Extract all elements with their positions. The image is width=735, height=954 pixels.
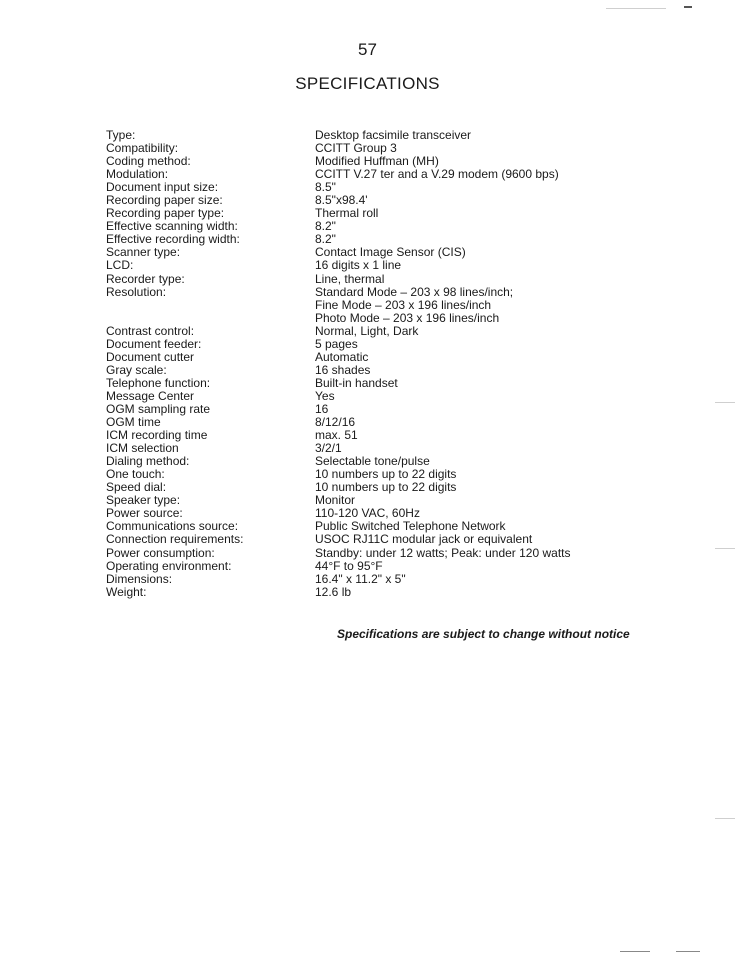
spec-row xyxy=(106,364,706,377)
spec-value: 16 shades xyxy=(315,362,371,377)
spec-value: Standard Mode – 203 x 98 lines/inch; xyxy=(315,284,514,299)
spec-row xyxy=(106,259,706,272)
spec-value: 8.2" xyxy=(315,219,336,234)
spec-label xyxy=(106,299,315,312)
spec-row xyxy=(106,273,706,286)
scan-mark xyxy=(684,6,692,8)
spec-label: Recorder type: xyxy=(106,271,185,286)
spec-value: 3/2/1 xyxy=(315,441,342,456)
spec-label: Communications source: xyxy=(106,519,239,534)
spec-value: USOC RJ11C modular jack or equivalent xyxy=(315,532,533,547)
spec-row xyxy=(106,429,706,442)
spec-label: Operating environment: xyxy=(106,558,232,573)
spec-value: 8.5" xyxy=(315,180,336,195)
spec-value: 5 pages xyxy=(315,336,358,351)
spec-label: Gray scale: xyxy=(106,362,167,377)
spec-label: Effective recording width: xyxy=(106,232,240,247)
spec-value: 16 xyxy=(315,401,329,416)
scan-mark xyxy=(620,951,650,952)
spec-value: CCITT Group 3 xyxy=(315,141,397,156)
spec-label: Dimensions: xyxy=(106,571,173,586)
spec-label: OGM sampling rate xyxy=(106,401,211,416)
spec-label: Speaker type: xyxy=(106,493,181,508)
spec-value: Thermal roll xyxy=(315,206,379,221)
scan-mark xyxy=(606,8,666,9)
spec-value: 8/12/16 xyxy=(315,415,356,430)
spec-row xyxy=(106,560,706,573)
spec-label: Recording paper type: xyxy=(106,206,225,221)
scan-mark xyxy=(715,402,735,403)
spec-value: 16 digits x 1 line xyxy=(315,258,402,273)
spec-row xyxy=(106,586,706,599)
spec-list xyxy=(106,129,706,599)
spec-value: Monitor xyxy=(315,493,356,508)
spec-value: 16.4" x 11.2" x 5" xyxy=(315,571,406,586)
spec-row xyxy=(106,325,706,338)
spec-label: Connection requirements: xyxy=(106,532,244,547)
spec-label: ICM recording time xyxy=(106,428,208,443)
spec-value: 10 numbers up to 22 digits xyxy=(315,467,457,482)
spec-value: Public Switched Telephone Network xyxy=(315,519,506,534)
spec-value: Standby: under 12 watts; Peak: under 120 watts xyxy=(315,545,571,560)
spec-label: Coding method: xyxy=(106,154,191,169)
spec-label: OGM time xyxy=(106,415,161,430)
disclaimer-notice: Specifications are subject to change without notice xyxy=(337,627,630,641)
spec-row xyxy=(106,377,706,390)
spec-label: Document feeder: xyxy=(106,336,202,351)
spec-value: Normal, Light, Dark xyxy=(315,323,419,338)
page-number: 57 xyxy=(358,40,377,59)
spec-value: CCITT V.27 ter and a V.29 modem (9600 bps) xyxy=(315,167,559,182)
spec-value: 8.2" xyxy=(315,232,336,247)
spec-row xyxy=(106,403,706,416)
spec-value: Selectable tone/pulse xyxy=(315,454,430,469)
spec-row xyxy=(106,481,706,494)
spec-label: Modulation: xyxy=(106,167,169,182)
scan-mark xyxy=(676,951,700,952)
spec-label: Document input size: xyxy=(106,180,219,195)
spec-label: Speed dial: xyxy=(106,480,167,495)
spec-label: Dialing method: xyxy=(106,454,190,469)
spec-value: 44°F to 95°F xyxy=(315,558,383,573)
page-title: SPECIFICATIONS xyxy=(295,74,440,93)
spec-label: ICM selection xyxy=(106,441,179,456)
spec-row xyxy=(106,338,706,351)
spec-label: Contrast control: xyxy=(106,323,195,338)
spec-label: Type: xyxy=(106,128,136,142)
scan-mark xyxy=(715,548,735,549)
spec-value: Automatic xyxy=(315,349,369,364)
spec-value: max. 51 xyxy=(315,428,358,443)
spec-label: Document cutter xyxy=(106,349,195,364)
spec-row xyxy=(106,246,706,259)
spec-label: One touch: xyxy=(106,467,165,482)
spec-label: Power consumption: xyxy=(106,545,215,560)
spec-label: Recording paper size: xyxy=(106,193,223,208)
spec-row xyxy=(106,573,706,586)
spec-label: LCD: xyxy=(106,258,134,273)
spec-row xyxy=(106,312,706,325)
scan-mark xyxy=(715,818,735,819)
spec-value: 110-120 VAC, 60Hz xyxy=(315,506,420,521)
spec-row xyxy=(106,299,706,312)
spec-label: Weight: xyxy=(106,584,147,599)
spec-value: Line, thermal xyxy=(315,271,385,286)
spec-row xyxy=(106,351,706,364)
spec-value: 12.6 lb xyxy=(315,584,352,599)
spec-value: Desktop facsimile transceiver xyxy=(315,128,472,142)
spec-label: Message Center xyxy=(106,388,195,403)
spec-row xyxy=(106,547,706,560)
spec-label: Compatibility: xyxy=(106,141,179,156)
spec-label: Scanner type: xyxy=(106,245,181,260)
spec-value: Contact Image Sensor (CIS) xyxy=(315,245,466,260)
spec-row xyxy=(106,129,706,142)
spec-value: Built-in handset xyxy=(315,375,398,390)
spec-row xyxy=(106,286,706,299)
spec-value: Modified Huffman (MH) xyxy=(315,154,439,169)
spec-label xyxy=(106,312,315,325)
spec-value: Photo Mode – 203 x 196 lines/inch xyxy=(315,310,500,325)
spec-value: 8.5"x98.4' xyxy=(315,193,368,208)
spec-label: Resolution: xyxy=(106,284,167,299)
spec-label: Telephone function: xyxy=(106,375,211,390)
spec-value: Yes xyxy=(315,388,335,403)
spec-value: Fine Mode – 203 x 196 lines/inch xyxy=(315,297,492,312)
spec-label: Effective scanning width: xyxy=(106,219,238,234)
spec-label: Power source: xyxy=(106,506,183,521)
spec-row xyxy=(106,533,706,546)
spec-value: 10 numbers up to 22 digits xyxy=(315,480,457,495)
